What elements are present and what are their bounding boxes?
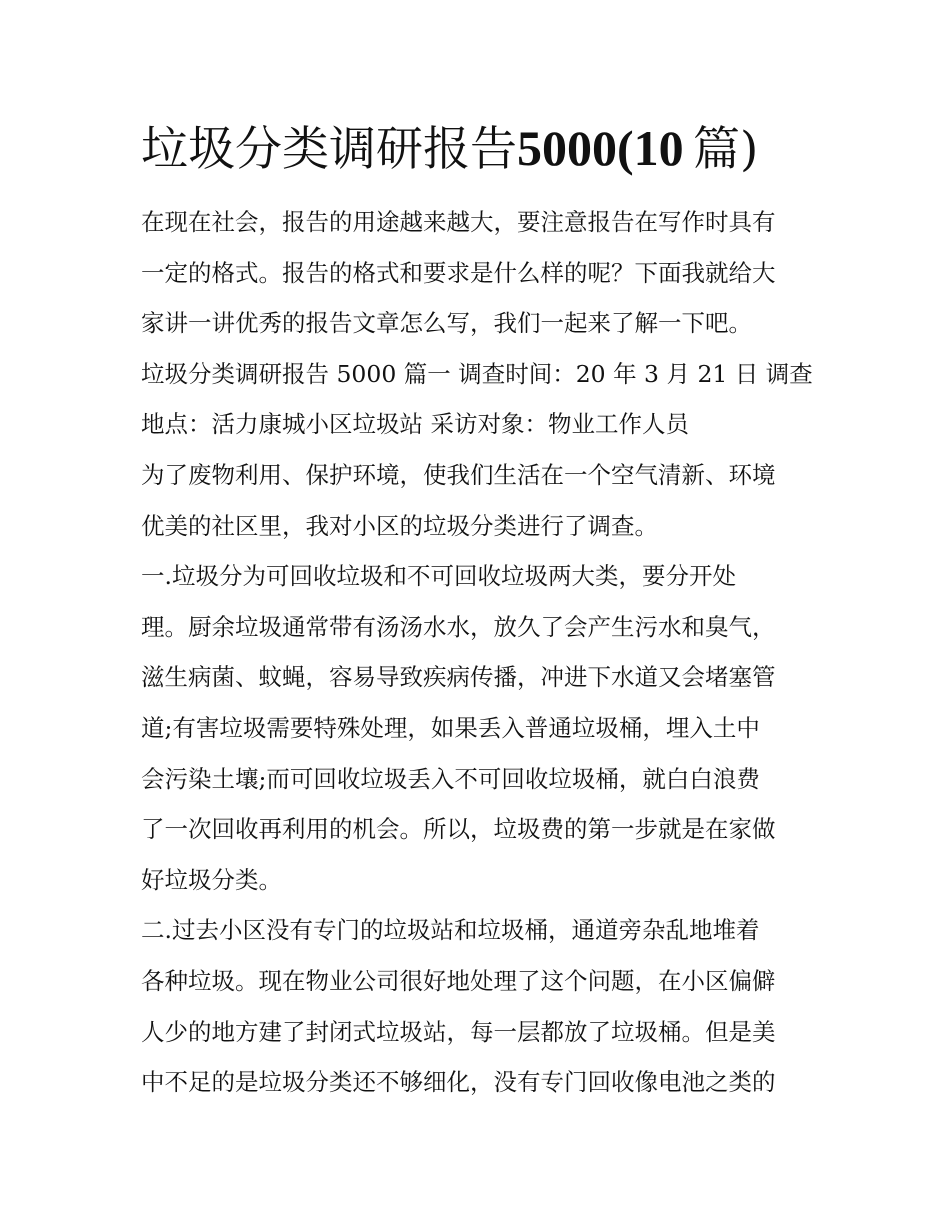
body-line: 理。厨余垃圾通常带有汤汤水水，放久了会产生污水和臭气， (141, 612, 776, 641)
document-body (141, 197, 821, 1108)
body-line: 了一次回收再利用的机会。所以，垃圾费的第一步就是在家做 (141, 815, 776, 844)
body-line: 家讲一讲优秀的报告文章怎么写，我们一起来了解一下吧。 (141, 309, 752, 338)
body-line: 地点：活力康城小区垃圾站 采访对象：物业工作人员 (141, 410, 689, 439)
body-line: 好垃圾分类。 (141, 865, 282, 894)
body-line: 一.垃圾分为可回收垃圾和不可回收垃圾两大类，要分开处 (141, 562, 736, 591)
body-line: 滋生病菌、蚊蝇，容易导致疾病传播，冲进下水道又会堵塞管 (141, 663, 776, 692)
body-line: 道;有害垃圾需要特殊处理，如果丢入普通垃圾桶，埋入土中 (141, 713, 760, 742)
body-line: 人少的地方建了封闭式垃圾站，每一层都放了垃圾桶。但是美 (141, 1017, 776, 1046)
document-title (141, 116, 841, 182)
title-number: 5000(10 (517, 120, 684, 176)
body-line: 中不足的是垃圾分类还不够细化，没有专门回收像电池之类的 (141, 1068, 776, 1097)
body-line: 在现在社会，报告的用途越来越大，要注意报告在写作时具有 (141, 208, 776, 236)
body-line: 优美的社区里，我对小区的垃圾分类进行了调查。 (141, 511, 658, 540)
title-suffix: 篇) (693, 122, 759, 177)
title-text: 垃圾分类调研报告 (141, 122, 517, 177)
body-line: 一定的格式。报告的格式和要求是什么样的呢？下面我就给大 (141, 258, 776, 287)
body-line: 各种垃圾。现在物业公司很好地处理了这个问题，在小区偏僻 (141, 966, 776, 995)
body-line: 会污染土壤;而可回收垃圾丢入不可回收垃圾桶，就白白浪费 (141, 764, 760, 793)
body-line: 二.过去小区没有专门的垃圾站和垃圾桶，通道旁杂乱地堆着 (141, 916, 760, 945)
body-line: 垃圾分类调研报告 5000 篇一 调查时间：20 年 3 月 21 日 调查 (141, 359, 813, 388)
body-line: 为了废物利用、保护环境，使我们生活在一个空气清新、环境 (141, 460, 776, 489)
